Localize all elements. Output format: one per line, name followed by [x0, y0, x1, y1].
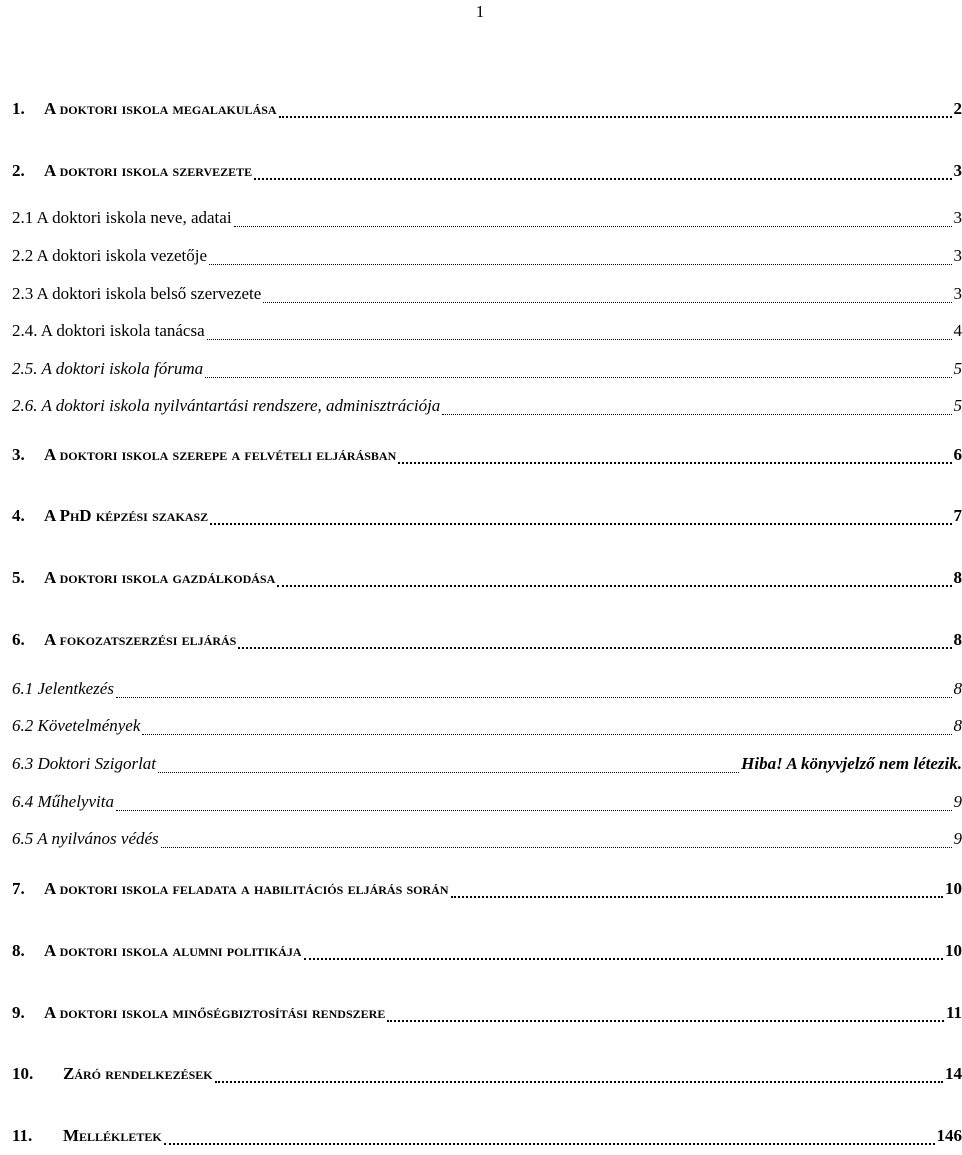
- toc-entry-title: A fokozatszerzési eljárás: [44, 630, 237, 649]
- dot-leader: [234, 208, 952, 232]
- toc-entry-title: A PhD képzési szakasz: [44, 506, 209, 525]
- toc-entry-title: 2.3 A doktori iskola belső szervezete: [12, 284, 262, 303]
- dot-leader: [451, 879, 944, 903]
- toc-entry-title: A doktori iskola szerepe a felvételi eljárásban: [44, 445, 397, 464]
- toc-entry-page: 5: [953, 396, 962, 415]
- toc-entry-title: A doktori iskola szervezete: [44, 161, 253, 180]
- toc-entry-page: 3: [953, 246, 962, 265]
- toc-entry-number: 6.: [12, 630, 25, 649]
- toc-entry-title: 2.4. A doktori iskola tanácsa: [12, 321, 205, 340]
- toc-entry-page: 8: [953, 630, 962, 649]
- toc-entry-page: 146: [936, 1126, 962, 1145]
- toc-entry-title: 6.3 Doktori Szigorlat: [12, 754, 157, 773]
- dot-leader: [279, 99, 952, 123]
- toc-entry-8[interactable]: [12, 941, 962, 965]
- toc-entry-6[interactable]: [12, 630, 962, 654]
- toc-entry-page: 3: [953, 284, 962, 303]
- toc-entry-6-5[interactable]: [12, 829, 962, 853]
- toc-entry-11[interactable]: [12, 1126, 962, 1150]
- toc-entry-page: 6: [953, 445, 962, 464]
- toc-entry-2-3[interactable]: [12, 284, 962, 308]
- toc-entry-number: 10.: [12, 1064, 34, 1083]
- toc-entry-title: 6.5 A nyilvános védés: [12, 829, 159, 848]
- toc-entry-page: 5: [953, 359, 962, 378]
- toc-entry-2[interactable]: [12, 161, 962, 185]
- toc-entry-number: 8.: [12, 941, 25, 960]
- toc-entry-title: 6.2 Követelmények: [12, 716, 141, 735]
- toc-entry-number: 3.: [12, 445, 25, 464]
- toc-entry-number: 9.: [12, 1003, 25, 1022]
- toc-entry-number: 1.: [12, 99, 25, 118]
- toc-entry-number: 11.: [12, 1126, 33, 1145]
- toc-entry-page: 10: [945, 879, 962, 898]
- dot-leader: [254, 161, 951, 185]
- toc-entry-title: 6.1 Jelentkezés: [12, 679, 114, 698]
- toc-entry-title: A doktori iskola gazdálkodása: [44, 568, 276, 587]
- toc-entry-title: 2.2 A doktori iskola vezetője: [12, 246, 207, 265]
- toc-entry-7[interactable]: [12, 879, 962, 903]
- dot-leader: [398, 445, 951, 469]
- toc-entry-page: 4: [953, 321, 962, 340]
- dot-leader: [158, 754, 739, 778]
- toc-entry-page: 10: [945, 941, 962, 960]
- dot-leader: [161, 829, 952, 853]
- toc-entry-title: A doktori iskola feladata a habilitációs eljárás során: [44, 879, 449, 898]
- bookmark-error-message: Hiba! A könyvjelző nem létezik.: [741, 754, 962, 773]
- dot-leader: [205, 359, 951, 383]
- toc-entry-title: 6.4 Műhelyvita: [12, 792, 114, 811]
- dot-leader: [238, 630, 951, 654]
- toc-entry-page: 9: [953, 792, 962, 811]
- toc-entry-2-4[interactable]: [12, 321, 962, 345]
- dot-leader: [116, 679, 952, 703]
- toc-entry-2-5[interactable]: [12, 359, 962, 383]
- toc-entry-1[interactable]: [12, 99, 962, 123]
- dot-leader: [164, 1126, 935, 1150]
- dot-leader: [263, 284, 951, 308]
- toc-entry-number: 5.: [12, 568, 25, 587]
- dot-leader: [209, 246, 952, 270]
- toc-entry-number: 4.: [12, 506, 25, 525]
- toc-entry-2-1[interactable]: [12, 208, 962, 232]
- toc-entry-10[interactable]: [12, 1064, 962, 1088]
- toc-entry-3[interactable]: [12, 445, 962, 469]
- toc-entry-6-1[interactable]: [12, 679, 962, 703]
- toc-entry-page: 3: [953, 161, 962, 180]
- toc-entry-4[interactable]: [12, 506, 962, 530]
- dot-leader: [207, 321, 952, 345]
- toc-entry-page: 9: [953, 829, 962, 848]
- toc-entry-title: A doktori iskola minőségbiztosítási rendszere: [44, 1003, 386, 1022]
- toc-entry-page: 8: [953, 716, 962, 735]
- toc-entry-page: 3: [953, 208, 962, 227]
- toc-entry-6-4[interactable]: [12, 792, 962, 816]
- toc-entry-6-3[interactable]: [12, 754, 962, 778]
- toc-entry-number: 2.: [12, 161, 25, 180]
- toc-entry-2-6[interactable]: [12, 396, 962, 420]
- toc-entry-title: 2.1 A doktori iskola neve, adatai: [12, 208, 232, 227]
- toc-entry-title: 2.5. A doktori iskola fóruma: [12, 359, 204, 378]
- toc-entry-title: Záró rendelkezések: [63, 1064, 213, 1083]
- dot-leader: [142, 716, 951, 740]
- toc-entry-title: A doktori iskola megalakulása: [44, 99, 277, 118]
- toc-entry-9[interactable]: [12, 1003, 962, 1027]
- toc-entry-page: 8: [953, 568, 962, 587]
- dot-leader: [210, 506, 951, 530]
- dot-leader: [215, 1064, 943, 1088]
- toc-entry-title: 2.6. A doktori iskola nyilvántartási rendszere, adminisztrációja: [12, 396, 441, 415]
- toc-entry-page: 14: [945, 1064, 962, 1083]
- toc-entry-page: 8: [953, 679, 962, 698]
- toc-entry-5[interactable]: [12, 568, 962, 592]
- toc-entry-page: 11: [945, 1003, 962, 1022]
- toc-entry-title: Mellékletek: [63, 1126, 162, 1145]
- toc-entry-number: 7.: [12, 879, 25, 898]
- dot-leader: [277, 568, 951, 592]
- toc-entry-title: A doktori iskola alumni politikája: [44, 941, 302, 960]
- toc-entry-2-2[interactable]: [12, 246, 962, 270]
- toc-entry-6-2[interactable]: [12, 716, 962, 740]
- toc-entry-page: 2: [953, 99, 962, 118]
- dot-leader: [387, 1003, 944, 1027]
- dot-leader: [116, 792, 952, 816]
- dot-leader: [304, 941, 944, 965]
- toc-entry-page: 7: [953, 506, 962, 525]
- dot-leader: [442, 396, 951, 420]
- page-number: 1: [475, 2, 485, 21]
